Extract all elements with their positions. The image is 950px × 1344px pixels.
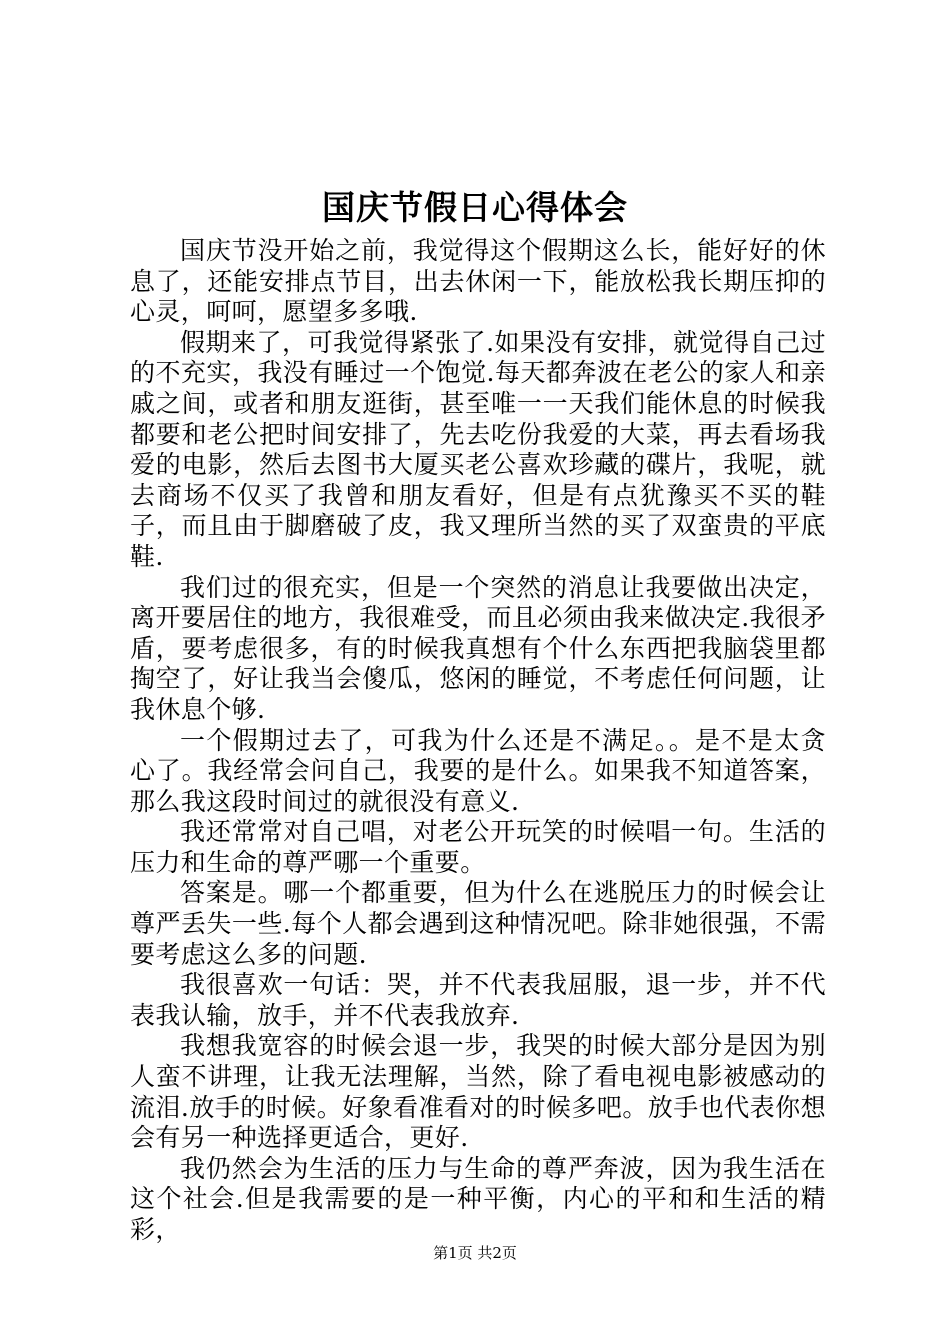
paragraph: 答案是。哪一个都重要，但为什么在逃脱压力的时候会让尊严丢失一些.每个人都会遇到这种情况吧。除非她很强，不需要考虑这么多的问题. (130, 878, 826, 969)
paragraph: 我还常常对自己唱，对老公开玩笑的时候唱一句。生活的压力和生命的尊严哪一个重要。 (130, 817, 826, 877)
document-body (130, 236, 826, 1246)
page-footer: 第1页 共2页 (433, 1244, 517, 1262)
paragraph: 我很喜欢一句话：哭，并不代表我屈服，退一步，并不代表我认输，放手，并不代表我放弃. (130, 970, 826, 1030)
paragraph: 我们过的很充实，但是一个突然的消息让我要做出决定，离开要居住的地方，我很难受，而且必须由我来做决定.我很矛盾，要考虑很多，有的时候我真想有个什么东西把我脑袋里都掏空了，好让我当会傻瓜，悠闲的睡觉，不考虑任何问题，让我休息个够. (130, 572, 826, 724)
paragraph: 我想我宽容的时候会退一步，我哭的时候大部分是因为别人蛮不讲理，让我无法理解，当然，除了看电视电影被感动的流泪.放手的时候。好象看准看对的时候多吧。放手也代表你想会有另一种选择更适合，更好. (130, 1031, 826, 1153)
paragraph: 我仍然会为生活的压力与生命的尊严奔波，因为我生活在这个社会.但是我需要的是一种平衡，内心的平和和生活的精彩， (130, 1153, 826, 1244)
paragraph: 一个假期过去了，可我为什么还是不满足。。是不是太贪心了。我经常会问自己，我要的是什么。如果我不知道答案，那么我这段时间过的就很没有意义. (130, 725, 826, 816)
paragraph: 国庆节没开始之前，我觉得这个假期这么长，能好好的休息了，还能安排点节目，出去休闲一下，能放松我长期压抑的心灵，呵呵，愿望多多哦. (130, 236, 826, 327)
paragraph: 假期来了，可我觉得紧张了.如果没有安排，就觉得自己过的不充实，我没有睡过一个饱觉.每天都奔波在老公的家人和亲戚之间，或者和朋友逛街，甚至唯一一天我们能休息的时候我都要和老公把时间安排了，先去吃份我爱的大菜，再去看场我爱的电影，然后去图书大厦买老公喜欢珍藏的碟片，我呢，就去商场不仅买了我曾和朋友看好，但是有点犹豫买不买的鞋子，而且由于脚磨破了皮，我又理所当然的买了双蛮贵的平底鞋. (130, 327, 826, 571)
document-title: 国庆节假日心得体会 (322, 188, 628, 227)
